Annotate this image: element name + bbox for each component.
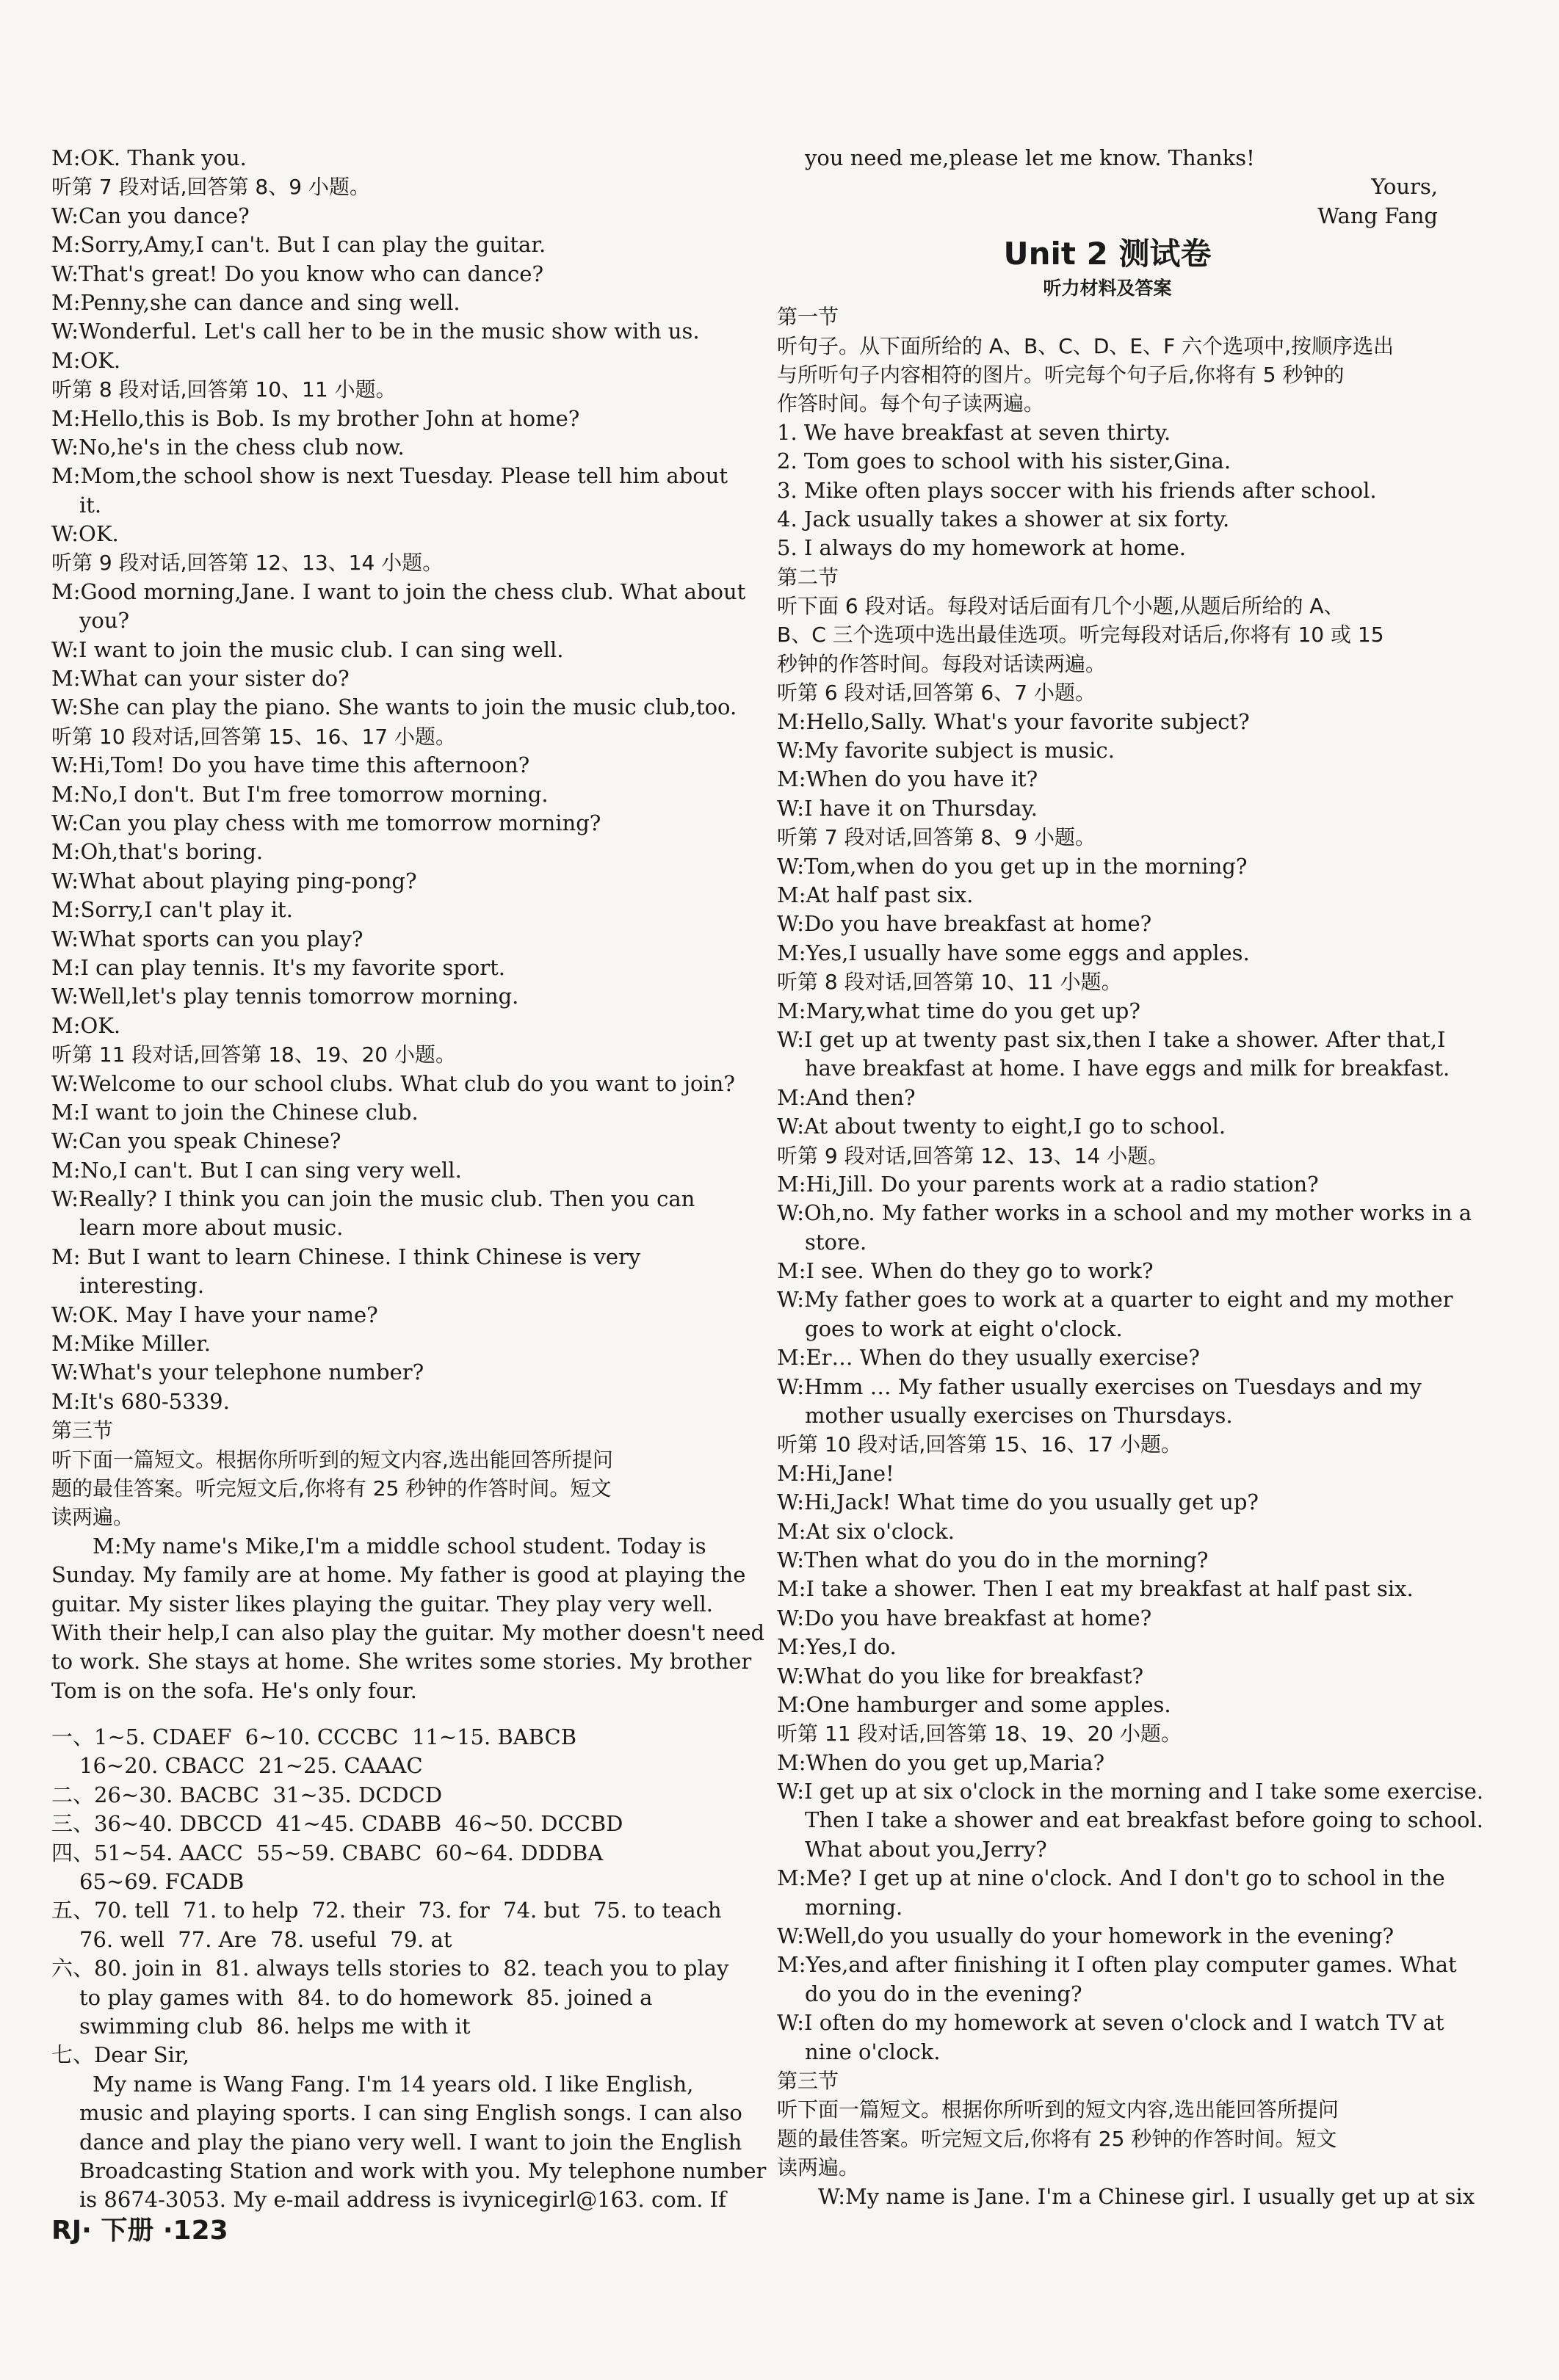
text-line: M:Good morning,Jane. I want to join the chess club. What about (51, 578, 746, 604)
answer-line: 四、51~54. AACC 55~59. CBABC 60~64. DDDBA (51, 1840, 604, 1865)
letter-line: My name is Wang Fang. I'm 14 years old. I like English, (93, 2071, 694, 2097)
text-line: M:Sorry,I can't play it. (51, 897, 293, 923)
text-line: W:She can play the piano. She wants to join the music club,too. (51, 694, 737, 720)
answer-line: to play games with 84. to do homework 85. joined a (79, 1984, 653, 2010)
text-line: 1. We have breakfast at seven thirty. (777, 419, 1171, 445)
text-line: W:My favorite subject is music. (777, 738, 1115, 763)
text-line: W:What's your telephone number? (51, 1360, 424, 1385)
section-line: 听第 9 段对话,回答第 12、13、14 小题。 (777, 1143, 1169, 1168)
text-line: have breakfast at home. I have eggs and milk for breakfast. (805, 1056, 1450, 1081)
text-line: M:When do you get up,Maria? (777, 1749, 1105, 1775)
text-line: W:Hi,Tom! Do you have time this afternoon? (51, 752, 530, 778)
text-line: M:I take a shower. Then I eat my breakfast at half past six. (777, 1576, 1414, 1602)
text-line: M:Yes,I usually have some eggs and apples. (777, 940, 1250, 965)
text-line: W:What about playing ping-pong? (51, 868, 417, 893)
text-line: W:At about twenty to eight,I go to school. (777, 1114, 1226, 1139)
text-line: M:OK. Thank you. (51, 145, 247, 170)
instruction-line: 读两遍。 (777, 2155, 860, 2180)
text-line: M:I can play tennis. It's my favorite sport. (51, 954, 506, 980)
text-line: M: But I want to learn Chinese. I think Chinese is very (51, 1244, 641, 1269)
text-line: Then I take a shower and eat breakfast before going to school. (805, 1807, 1484, 1833)
text-line: M:Mary,what time do you get up? (777, 998, 1140, 1023)
text-line: 4. Jack usually takes a shower at six forty. (777, 506, 1230, 531)
text-line: M:OK. (51, 347, 121, 373)
answer-line: 六、80. join in 81. always tells stories to 82. teach you to play (51, 1956, 729, 1981)
text-line: M:Hi,Jane! (777, 1460, 894, 1486)
section-line: 听第 11 段对话,回答第 18、19、20 小题。 (51, 1042, 457, 1067)
right-column (777, 144, 1484, 2211)
text-line: W:Can you dance? (51, 203, 250, 228)
text-line: learn more about music. (79, 1215, 344, 1241)
text-line: M:Me? I get up at nine o'clock. And I don't go to school in the (777, 1865, 1445, 1891)
answer-line: 七、Dear Sir, (51, 2042, 189, 2068)
text-line: 2. Tom goes to school with his sister,Gina. (777, 449, 1231, 474)
passage-line: Sunday. My family are at home. My father is good at playing the (51, 1562, 746, 1588)
answer-line: swimming club 86. helps me with it (79, 2014, 471, 2039)
section-line: 听第 11 段对话,回答第 18、19、20 小题。 (777, 1721, 1182, 1746)
section-line: 听第 8 段对话,回答第 10、11 小题。 (777, 970, 1122, 995)
section-line: 听第 10 段对话,回答第 15、16、17 小题。 (777, 1432, 1182, 1457)
text-line: M:Hello,Sally. What's your favorite subject? (777, 708, 1250, 734)
instruction-line: 听句子。从下面所给的 A、B、C、D、E、F 六个选项中,按顺序选出 (777, 333, 1394, 358)
answer-line: 16~20. CBACC 21~25. CAAAC (79, 1753, 423, 1779)
text-line: M:Mike Miller. (51, 1331, 211, 1357)
text-line: goes to work at eight o'clock. (805, 1316, 1123, 1341)
text-line: W:Then what do you do in the morning? (777, 1547, 1209, 1572)
section-line: 听第 8 段对话,回答第 10、11 小题。 (51, 377, 397, 402)
text-line: M:And then? (777, 1084, 916, 1110)
text-line: M:I see. When do they go to work? (777, 1258, 1154, 1284)
section-line: 听第 10 段对话,回答第 15、16、17 小题。 (51, 724, 457, 749)
text-line: M:One hamburger and some apples. (777, 1691, 1171, 1717)
text-line: mother usually exercises on Thursdays. (805, 1403, 1233, 1429)
text-line: M:No,I don't. But I'm free tomorrow morning. (51, 781, 549, 807)
text-line: M:Penny,she can dance and sing well. (51, 289, 460, 315)
text-line: W:Well,do you usually do your homework in the evening? (777, 1923, 1394, 1949)
passage-line: guitar. My sister likes playing the guitar. They play very well. (51, 1591, 713, 1617)
text-line: M:Oh,that's boring. (51, 839, 264, 865)
text-line: M:Er… When do they usually exercise? (777, 1345, 1200, 1371)
answer-line: 一、1~5. CDAEF 6~10. CCCBC 11~15. BABCB (51, 1724, 577, 1750)
letter-closing: Yours, (1371, 174, 1438, 200)
text-line: W:That's great! Do you know who can dance? (51, 261, 544, 286)
text-line: M:What can your sister do? (51, 666, 350, 692)
text-line: it. (79, 492, 102, 518)
section-line: 听第 9 段对话,回答第 12、13、14 小题。 (51, 551, 444, 576)
text-line: W:Tom,when do you get up in the morning? (777, 853, 1248, 879)
text-line: M:I want to join the Chinese club. (51, 1099, 419, 1125)
text-line: interesting. (79, 1273, 205, 1299)
text-line: W:Do you have breakfast at home? (777, 911, 1152, 937)
letter-line: you need me,please let me know. Thanks! (805, 145, 1255, 170)
answer-line: 76. well 77. Are 78. useful 79. at (79, 1926, 452, 1952)
text-line: W:Can you play chess with me tomorrow morning? (51, 810, 601, 835)
blank-line (51, 1705, 712, 1723)
letter-line: is 8674-3053. My e-mail address is ivynicegirl@163. com. If (79, 2187, 726, 2213)
text-line: W:I have it on Thursday. (777, 795, 1038, 821)
instruction-line: 听下面一篇短文。根据你所听到的短文内容,选出能回答所提问 (777, 2097, 1339, 2122)
text-line: W:Welcome to our school clubs. What club do you want to join? (51, 1070, 735, 1096)
text-line: W:Wonderful. Let's call her to be in the music show with us. (51, 319, 700, 344)
text-line: W:I get up at twenty past six,then I take a shower. After that,I (777, 1026, 1446, 1052)
passage-line: W:My name is Jane. I'm a Chinese girl. I usually get up at six (818, 2183, 1475, 2209)
text-line: nine o'clock. (805, 2039, 941, 2064)
passage-line: M:My name's Mike,I'm a middle school student. Today is (93, 1533, 706, 1559)
text-line: W:What sports can you play? (51, 926, 363, 951)
text-line: W:What do you like for breakfast? (777, 1663, 1144, 1688)
section-heading: 第二节 (777, 565, 839, 589)
text-line: W:Really? I think you can join the music club. Then you can (51, 1186, 695, 1212)
section-heading: 第三节 (777, 2069, 839, 2093)
text-line: you? (79, 608, 130, 634)
section-line: 听第 6 段对话,回答第 6、7 小题。 (777, 681, 1096, 705)
letter-signature: Wang Fang (1317, 203, 1438, 228)
text-line: morning. (805, 1894, 903, 1920)
text-line: store. (805, 1229, 867, 1255)
text-line: W:Well,let's play tennis tomorrow morning. (51, 984, 519, 1009)
text-line: M:No,I can't. But I can sing very well. (51, 1157, 462, 1183)
instruction-line: 听下面 6 段对话。每段对话后面有几个小题,从题后所给的 A、 (777, 594, 1345, 619)
text-line: M:At six o'clock. (777, 1518, 955, 1544)
section-line: 听第 7 段对话,回答第 8、9 小题。 (777, 825, 1096, 850)
text-line: W:My father goes to work at a quarter to eight and my mother (777, 1287, 1453, 1313)
text-line: W:OK. (51, 521, 119, 547)
instruction-line: 题的最佳答案。听完短文后,你将有 25 秒钟的作答时间。短文 (777, 2126, 1337, 2151)
text-line: W:I often do my homework at seven o'clock and I watch TV at (777, 2010, 1444, 2036)
instruction-line: 与所听句子内容相符的图片。听完每个句子后,你将有 5 秒钟的 (777, 362, 1345, 387)
text-line: W:No,he's in the chess club now. (51, 434, 405, 460)
text-line: M:Yes,I do. (777, 1634, 897, 1660)
instruction-line: B、C 三个选项中选出最佳选项。听完每段对话后,你将有 10 或 15 (777, 623, 1384, 647)
text-line: What about you,Jerry? (805, 1836, 1047, 1862)
text-line: M:When do you have it? (777, 766, 1038, 792)
section-line: 听第 7 段对话,回答第 8、9 小题。 (51, 175, 370, 200)
text-line: W:Hi,Jack! What time do you usually get up? (777, 1490, 1259, 1515)
answer-line: 65~69. FCADB (79, 1869, 245, 1895)
text-line: M:Sorry,Amy,I can't. But I can play the guitar. (51, 232, 546, 258)
left-column (51, 144, 767, 2215)
text-line: M:It's 680-5339. (51, 1388, 230, 1414)
unit-title: Unit 2 测试卷 (1003, 236, 1212, 272)
text-line: M:Hi,Jill. Do your parents work at a radio station? (777, 1171, 1319, 1197)
passage-line: With their help,I can also play the guitar. My mother doesn't need (51, 1619, 765, 1645)
section-heading: 第三节 (51, 1418, 114, 1443)
text-line: W:I get up at six o'clock in the morning and I take some exercise. (777, 1779, 1484, 1804)
section-heading: 第一节 (777, 305, 839, 330)
text-line: M:OK. (51, 1012, 121, 1038)
passage-line: to work. She stays at home. She writes some stories. My brother (51, 1649, 752, 1675)
text-line: W:OK. May I have your name? (51, 1302, 378, 1327)
text-line: W:I want to join the music club. I can sing well. (51, 636, 564, 662)
answer-line: 三、36~40. DBCCD 41~45. CDABB 46~50. DCCBD (51, 1811, 623, 1837)
text-line: W:Oh,no. My father works in a school and my mother works in a (777, 1200, 1472, 1226)
instruction-line: 作答时间。每个句子读两遍。 (777, 391, 1045, 416)
text-line: W:Can you speak Chinese? (51, 1128, 341, 1154)
text-line: 5. I always do my homework at home. (777, 535, 1186, 561)
instruction-line: 题的最佳答案。听完短文后,你将有 25 秒钟的作答时间。短文 (51, 1476, 612, 1501)
text-line: W:Do you have breakfast at home? (777, 1605, 1152, 1630)
text-line: W:Hmm … My father usually exercises on Tuesdays and my (777, 1374, 1422, 1399)
text-line: do you do in the evening? (805, 1981, 1082, 2006)
letter-line: dance and play the piano very well. I want to join the English (79, 2129, 742, 2155)
answer-line: 二、26~30. BACBC 31~35. DCDCD (51, 1782, 443, 1807)
instruction-line: 秒钟的作答时间。每段对话读两遍。 (777, 651, 1107, 676)
unit-subtitle: 听力材料及答案 (1043, 277, 1172, 300)
instruction-line: 听下面一篇短文。根据你所听到的短文内容,选出能回答所提问 (51, 1447, 613, 1472)
letter-line: Broadcasting Station and work with you. My telephone number (79, 2158, 767, 2183)
text-line: M:At half past six. (777, 882, 974, 907)
page-footer: RJ· 下册 ·123 (51, 2216, 228, 2246)
text-line: M:Mom,the school show is next Tuesday. Please tell him about (51, 463, 728, 489)
passage-line: Tom is on the sofa. He's only four. (51, 1677, 417, 1703)
text-line: 3. Mike often plays soccer with his friends after school. (777, 477, 1377, 503)
text-line: M:Yes,and after finishing it I often play computer games. What (777, 1952, 1457, 1978)
letter-line: music and playing sports. I can sing English songs. I can also (79, 2100, 742, 2126)
answer-line: 五、70. tell 71. to help 72. their 73. for 74. but 75. to teach (51, 1898, 722, 1923)
instruction-line: 读两遍。 (51, 1505, 134, 1530)
text-line: M:Hello,this is Bob. Is my brother John at home? (51, 405, 580, 431)
